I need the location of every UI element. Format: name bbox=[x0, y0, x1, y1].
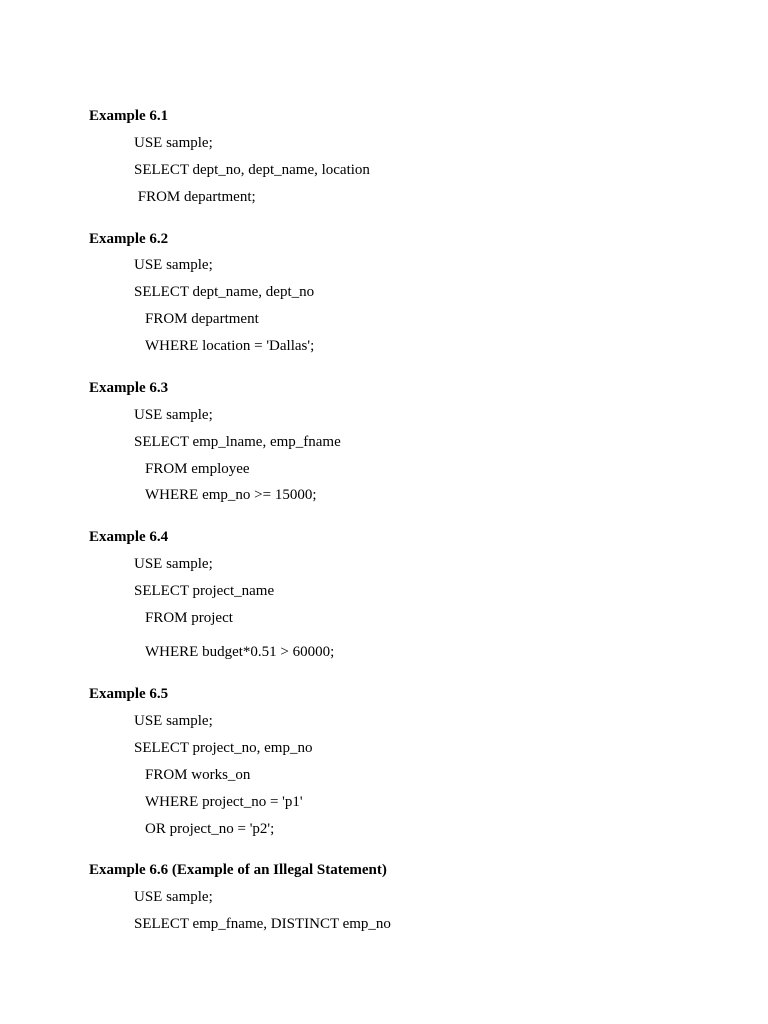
code-line: SELECT dept_name, dept_no bbox=[134, 284, 315, 300]
code-line: FROM department bbox=[145, 311, 259, 327]
example-heading: Example 6.6 (Example of an Illegal Statement) bbox=[89, 862, 387, 878]
code-line: USE sample; bbox=[134, 135, 213, 151]
code-line: WHERE project_no = 'p1' bbox=[145, 794, 303, 810]
code-line: SELECT emp_fname, DISTINCT emp_no bbox=[134, 916, 391, 932]
code-line: USE sample; bbox=[134, 713, 213, 729]
code-line: SELECT dept_no, dept_name, location bbox=[134, 162, 370, 178]
code-line: FROM employee bbox=[145, 461, 250, 477]
code-line: SELECT project_no, emp_no bbox=[134, 740, 313, 756]
code-line: USE sample; bbox=[134, 556, 213, 572]
code-line: WHERE location = 'Dallas'; bbox=[145, 338, 315, 354]
example-heading: Example 6.2 bbox=[89, 231, 169, 247]
example-heading: Example 6.3 bbox=[89, 380, 169, 396]
code-line: WHERE budget*0.51 > 60000; bbox=[145, 644, 335, 660]
code-line: WHERE emp_no >= 15000; bbox=[145, 487, 317, 503]
code-line: USE sample; bbox=[134, 407, 213, 423]
code-line: SELECT project_name bbox=[134, 583, 275, 599]
code-line: FROM project bbox=[145, 610, 233, 626]
example-heading: Example 6.4 bbox=[89, 529, 169, 545]
code-line: FROM works_on bbox=[145, 767, 251, 783]
code-line: OR project_no = 'p2'; bbox=[145, 821, 275, 837]
code-line: USE sample; bbox=[134, 889, 213, 905]
code-line: SELECT emp_lname, emp_fname bbox=[134, 434, 341, 450]
code-line: FROM department; bbox=[134, 189, 256, 205]
example-heading: Example 6.1 bbox=[89, 108, 169, 124]
example-heading: Example 6.5 bbox=[89, 686, 169, 702]
code-line: USE sample; bbox=[134, 257, 213, 273]
